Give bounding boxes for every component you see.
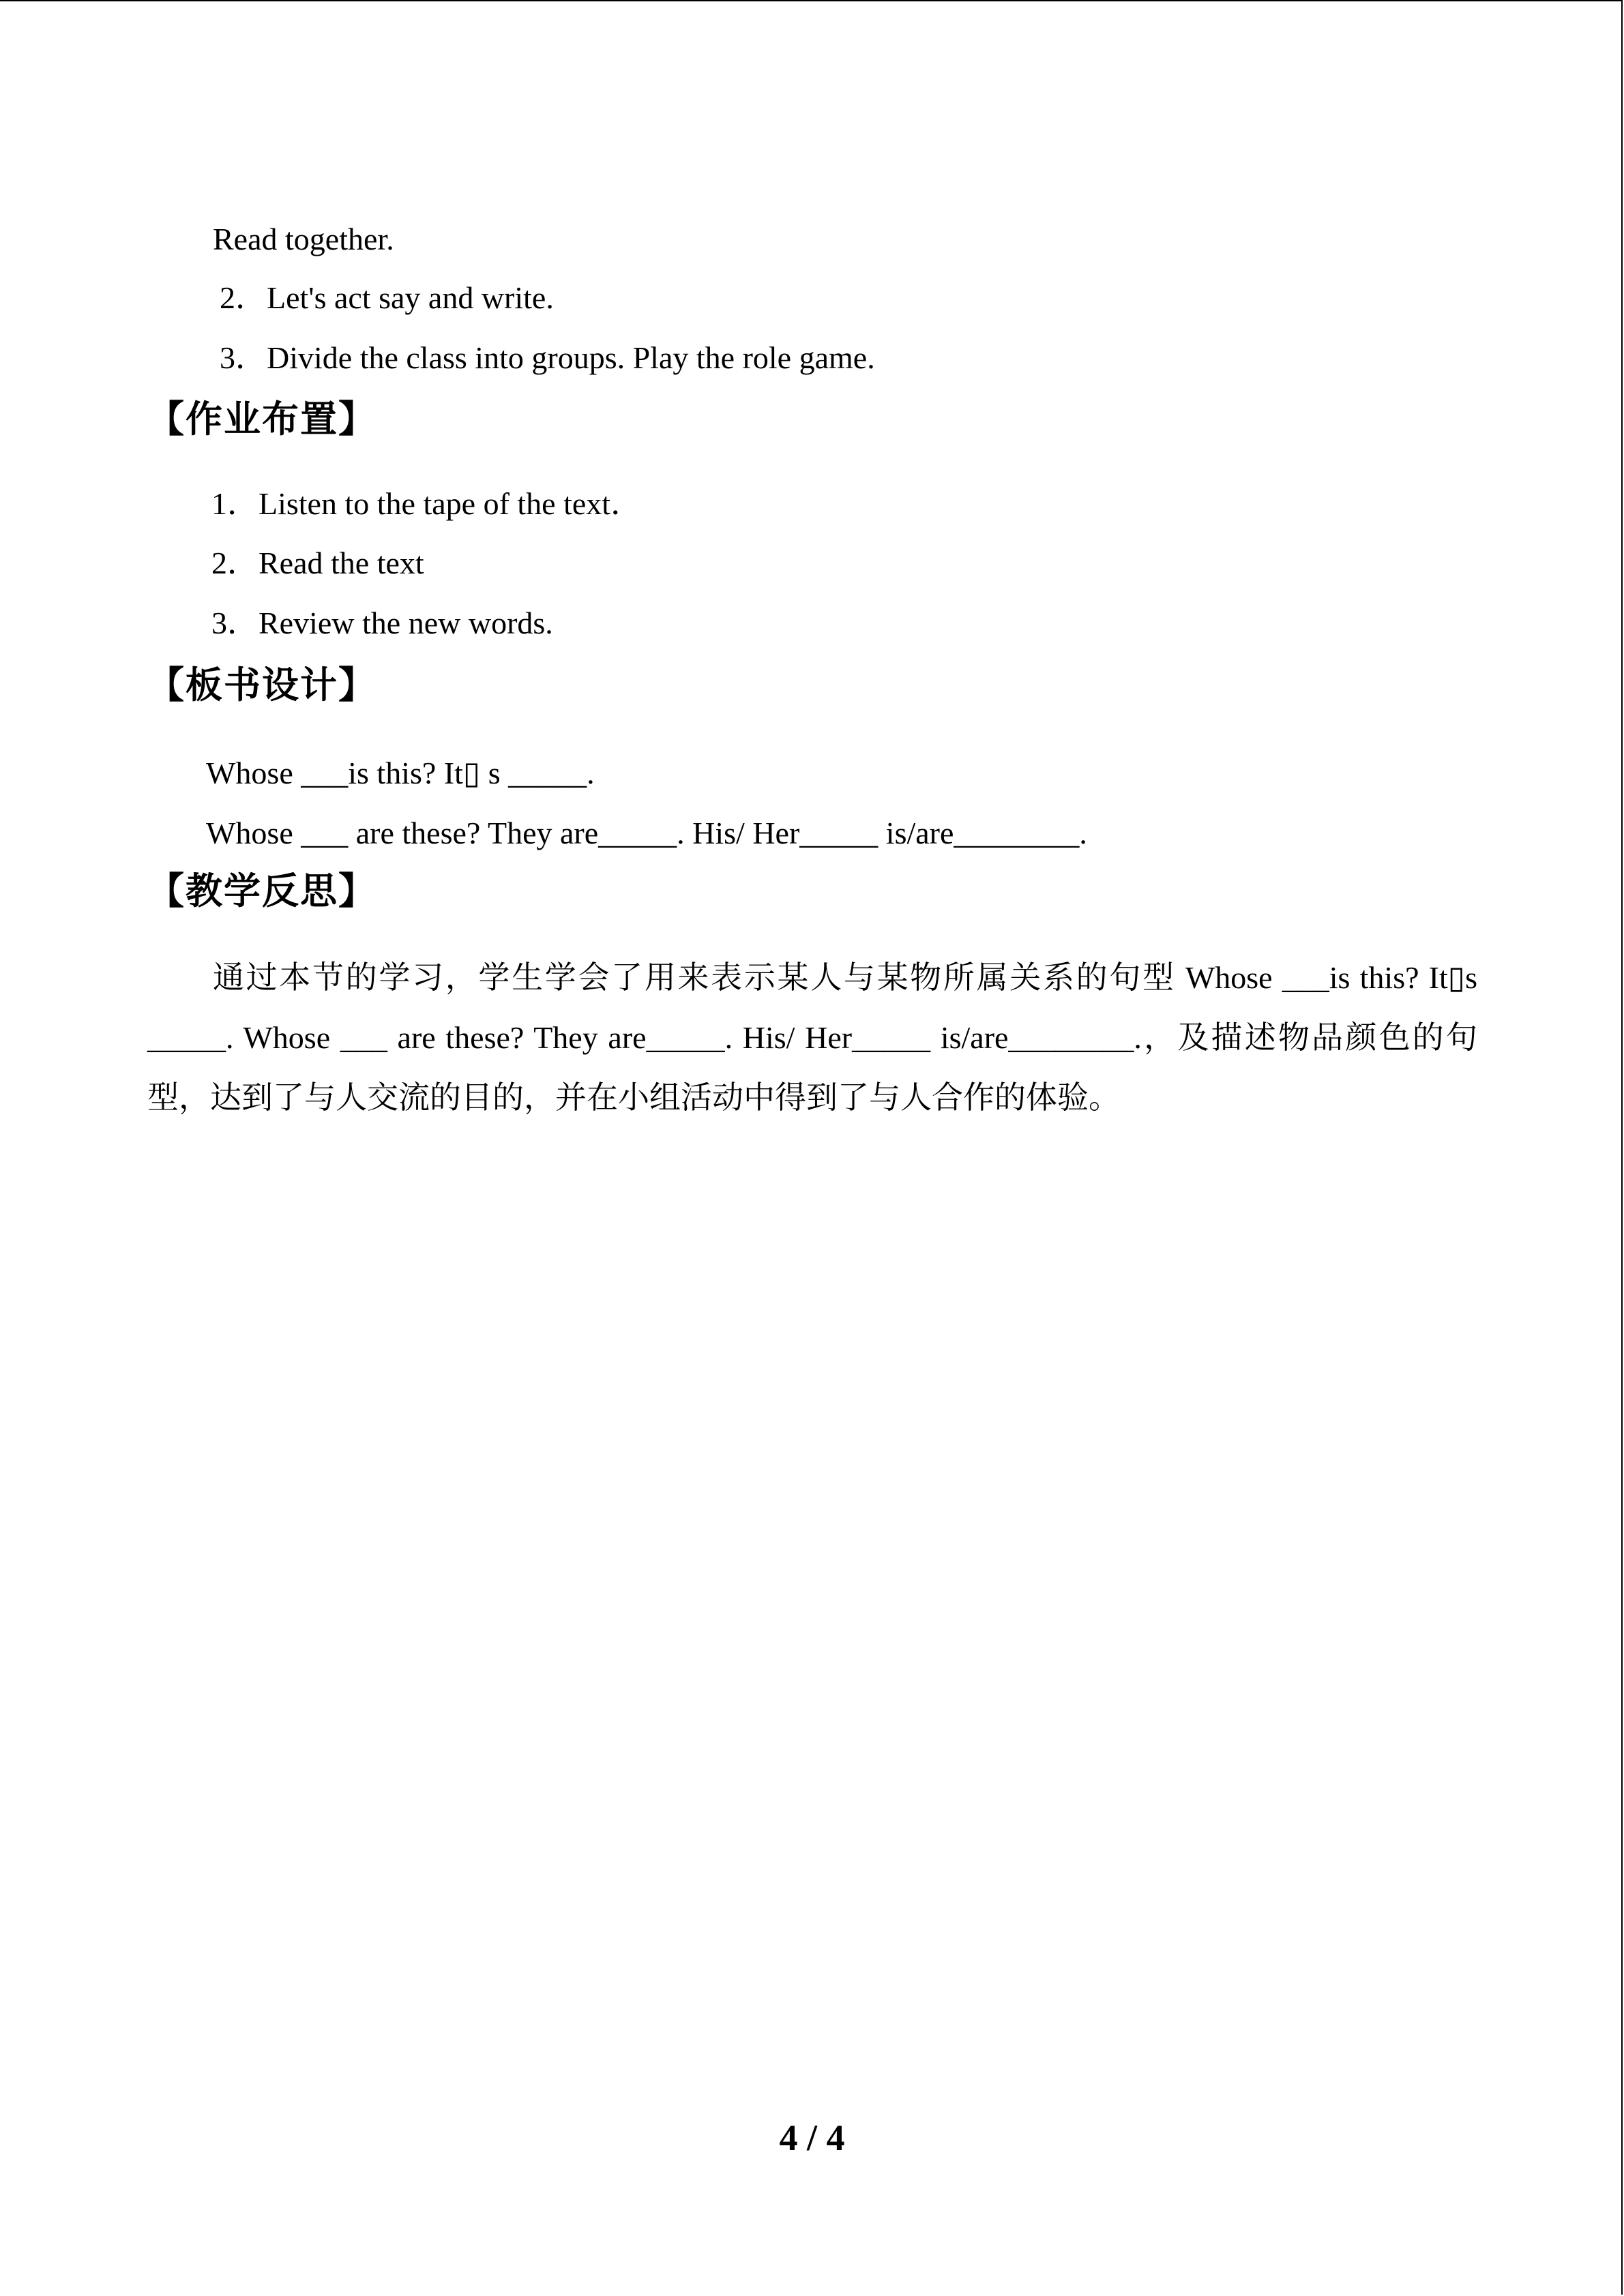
- reflection-heading: 【教学反思】: [147, 869, 377, 912]
- activity-read-together: Read together.: [213, 222, 394, 256]
- homework-item-3: 3．Review the new words.: [211, 606, 553, 640]
- activity-item-2: 2．Let's act say and write.: [220, 280, 554, 315]
- homework-item-1: 1．Listen to the tape of the text．: [211, 486, 643, 521]
- homework-heading: 【作业布置】: [147, 398, 377, 441]
- board-design-line-2: Whose ___ are these? They are_____. His/ Her_____ is/are________.: [206, 816, 1087, 850]
- activity-item-3: 3．Divide the class into groups. Play the role game.: [220, 340, 875, 375]
- page-number: 4 / 4: [779, 2117, 845, 2158]
- board-design-heading: 【板书设计】: [147, 664, 377, 706]
- homework-item-2: 2．Read the text: [211, 546, 424, 580]
- board-design-line-1: Whose ___is this? It▯ s _____.: [206, 756, 595, 790]
- reflection-paragraph: 通过本节的学习，学生学会了用来表示某人与某物所属关系的句型 Whose ___is this? It▯s _____. Whose ___ are these? They are_____. His/ Her_____ is/are________.，及描述物品颜色的句型，达到了与人交流的目的，并在小组活动中得到了与人合作的体验。: [147, 960, 1477, 1115]
